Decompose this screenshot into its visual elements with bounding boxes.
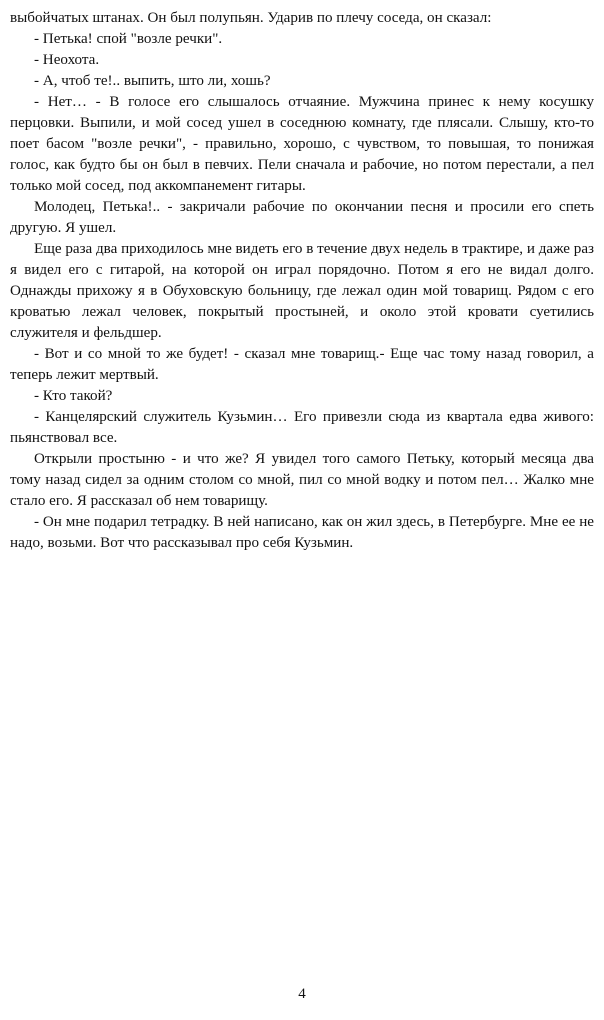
paragraph: - Неохота. <box>34 52 100 68</box>
paragraph: выбойчатых штанах. Он был полупьян. Ударив по плечу соседа, он сказал: <box>10 10 492 26</box>
page-body <box>10 8 594 554</box>
paragraph: Еще раза два приходилось мне видеть его в течение двух недель в трактире, и даже раз я видел его с гитарой, на которой он играл порядочно. Потом я его не видал долго. Однажды прихожу я в Обуховскую больницу, где лежал один мой товарищ. Рядом с его кроватью лежал человек, покрытый простыней, и около этой кровати суетились служителя и фельдшер. <box>10 241 594 341</box>
paragraph: - А, чтоб те!.. выпить, што ли, хошь? <box>34 73 271 89</box>
paragraph: - Канцелярский служитель Кузьмин… Его привезли сюда из квартала едва живого: пьянствовал все. <box>10 409 594 446</box>
paragraph: - Нет… - В голосе его слышалось отчаяние. Мужчина принес к нему косушку перцовки. Выпили, и мой сосед ушел в соседнюю комнату, где плясали. Слышу, кто-то поет басом "возле речки", - правильно, хорошо, с чувством, то повышая, то понижая голос, как будто бы он был в певчих. Пели сначала и рабочие, но потом перестали, а пел только мой сосед, под аккомпанемент гитары. <box>10 94 594 194</box>
paragraph: Открыли простыню - и что же? Я увидел того самого Петьку, который месяца два тому назад сидел за одним столом со мной, пил со мной водку и потом пел… Жалко мне стало его. Я рассказал об нем товарищу. <box>10 451 594 509</box>
paragraph: Молодец, Петька!.. - закричали рабочие по окончании песня и просили его спеть другую. Я ушел. <box>10 199 594 236</box>
paragraph: - Он мне подарил тетрадку. В ней написано, как он жил здесь, в Петербурге. Мне ее не надо, возьми. Вот что рассказывал про себя Кузьмин. <box>10 514 594 551</box>
paragraph: - Петька! спой "возле речки". <box>34 31 223 47</box>
paragraph: - Вот и со мной то же будет! - сказал мне товарищ.- Еще час тому назад говорил, а теперь лежит мертвый. <box>10 346 594 383</box>
paragraph: - Кто такой? <box>34 388 113 404</box>
page-number: 4 <box>298 986 306 1002</box>
